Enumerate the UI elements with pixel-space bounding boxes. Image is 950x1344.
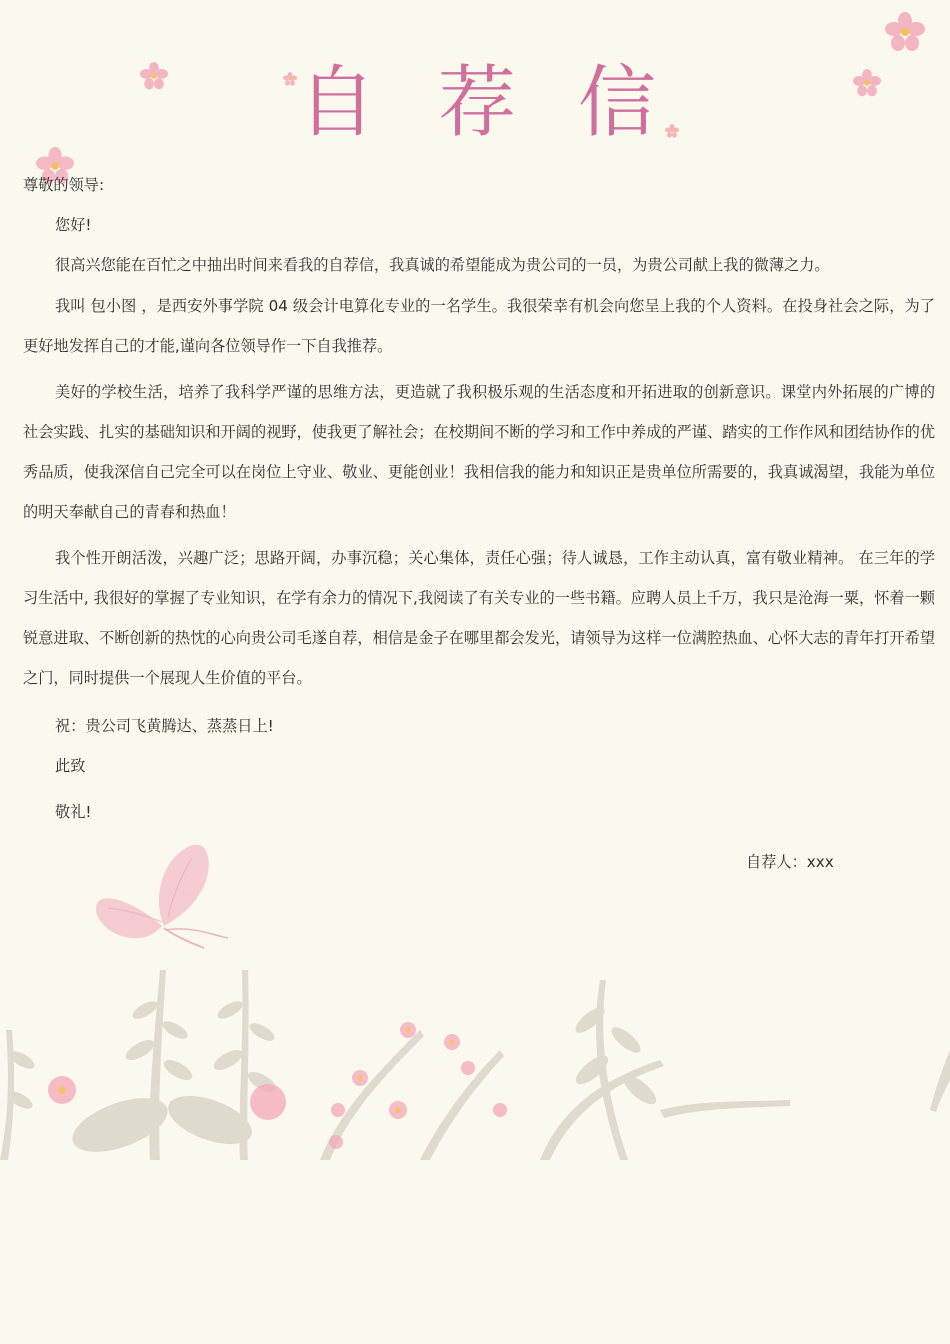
title-char: 信: [578, 58, 657, 148]
paragraph: 我叫 包小图 ，是西安外事学院 04 级会计电算化专业的一名学生。我很荣幸有机会向您呈上我的个人资料。在投身社会之际，为了更好地发挥自己的才能,谨向各位领导作一下自我推荐。: [23, 297, 935, 355]
paragraph: 美好的学校生活，培养了我科学严谨的思维方法，更造就了我积极乐观的生活态度和开拓进取的创新意识。课堂内外拓展的广博的社会实践、扎实的基础知识和开阔的视野，使我更了解社会；在校期间不断的学习和工作中养成的严谨、踏实的工作作风和团结协作的优秀品质，使我深信自己完全可以在岗位上守业、敬业、更能创业！我相信我的能力和知识正是贵单位所需要的，我真诚渴望，我能为单位的明天奉献自己的青春和热血！: [23, 383, 935, 521]
paragraph: 我个性开朗活泼，兴趣广泛；思路开阔，办事沉稳；关心集体，责任心强；待人诚恳，工作主动认真，富有敬业精神。 在三年的学习生活中, 我很好的掌握了专业知识，在学有余力的情况下,我阅读了有关专业的一些书籍。应聘人员上千万，我只是沧海一粟，怀着一颗锐意进取、不断创新的热忱的心向贵公司毛遂自荐，相信是金子在哪里都会发光，请领导为这样一位满腔热血、心怀大志的青年打开希望之门，同时提供一个展现人生价值的平台。: [23, 549, 935, 687]
closing-line-1: 此致: [55, 757, 86, 775]
greeting: 您好!: [55, 216, 92, 234]
butterfly-icon: [92, 838, 232, 958]
salutation: 尊敬的领导:: [23, 176, 105, 194]
closing-wish: 祝：贵公司飞黄腾达、蒸蒸日上!: [55, 717, 274, 735]
foliage-icon: [0, 950, 950, 1160]
page-title: [0, 58, 950, 148]
signature: 自荐人：xxx: [746, 853, 834, 871]
paragraph: 很高兴您能在百忙之中抽出时间来看我的自荐信，我真诚的希望能成为贵公司的一员，为贵公司献上我的微薄之力。: [55, 256, 830, 274]
title-char: 荐: [438, 58, 517, 148]
closing-line-2: 敬礼!: [55, 803, 92, 821]
flower-icon: [885, 12, 925, 52]
title-char: 自: [298, 58, 377, 148]
